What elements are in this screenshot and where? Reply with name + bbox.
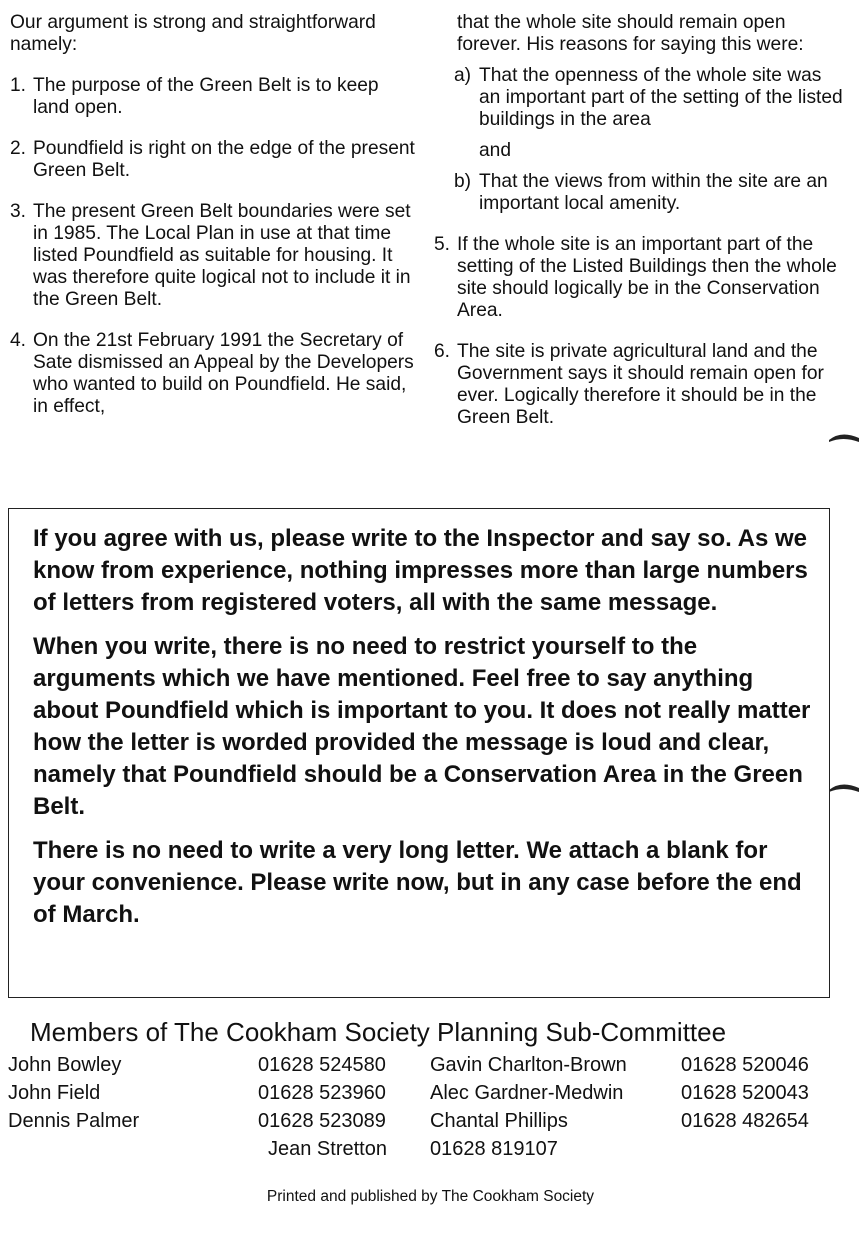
point-2 — [10, 138, 415, 182]
sub-point-letter: b) — [454, 171, 472, 192]
member-phone: 01628 523089 — [258, 1110, 386, 1132]
footer-imprint: Printed and published by The Cookham Society — [266, 1188, 595, 1205]
member-phone: 01628 524580 — [258, 1054, 386, 1076]
right-column — [434, 12, 844, 448]
point-text: Poundfield is right on the edge of the present Green Belt. — [33, 138, 415, 181]
sub-point-letter: a) — [454, 65, 472, 86]
member-name: Chantal Phillips — [430, 1110, 568, 1132]
members-heading: Members of The Cookham Society Planning Sub-Committee — [30, 1017, 727, 1047]
member-phone: 01628 523960 — [258, 1082, 386, 1104]
member-name: John Field — [8, 1082, 101, 1104]
point-text: If the whole site is an important part of the setting of the Listed Buildings then the whole site should logically be in the Conservation Area. — [457, 234, 837, 321]
point-text: On the 21st February 1991 the Secretary of Sate dismissed an Appeal by the Developers who wanted to build on Poundfield. He said, in effect, — [33, 330, 414, 417]
point-number: 4. — [10, 330, 27, 351]
sub-point-text: That the openness of the whole site was an important part of the setting of the listed buildings in the area — [479, 65, 843, 130]
member-name: Dennis Palmer — [8, 1110, 140, 1132]
point-text: The purpose of the Green Belt is to keep land open. — [33, 75, 379, 118]
appeal-paragraph: If you agree with us, please write to the Inspector and say so. As we know from experience, nothing impresses more than large numbers of letters from registered voters, all with the same message. — [33, 525, 808, 616]
member-name: John Bowley — [8, 1054, 122, 1076]
member-phone: 01628 819107 — [430, 1138, 558, 1160]
sub-point-b — [434, 171, 844, 215]
appeal-paragraph: When you write, there is no need to restrict yourself to the arguments which we have mentioned. Feel free to say anything about Poundfield which is important to you. It does not really matter how the letter is worded provided the message is loud and clear, namely that Poundfield should be a Conservation Area in the Green Belt. — [33, 633, 811, 820]
point-text: The present Green Belt boundaries were set in 1985. The Local Plan in use at that time listed Poundfield as suitable for housing. It was therefore quite logical not to include it in the Green Belt. — [33, 201, 411, 310]
point-3 — [10, 201, 415, 311]
intro-text: Our argument is strong and straightforward namely: — [10, 12, 376, 55]
member-phone: 01628 520043 — [681, 1082, 809, 1104]
scan-mark-icon — [827, 430, 861, 444]
scan-mark-icon — [827, 780, 861, 794]
and-text: and — [479, 140, 512, 161]
appeal-paragraph: There is no need to write a very long letter. We attach a blank for your convenience. Please write now, but in any case before the end of March. — [33, 837, 802, 928]
point-number: 3. — [10, 201, 27, 222]
member-phone: 01628 482654 — [681, 1110, 809, 1132]
point-number: 2. — [10, 138, 27, 159]
appeal-box — [8, 508, 830, 998]
point-number: 6. — [434, 341, 451, 362]
appeal-text — [33, 523, 813, 943]
member-name: Gavin Charlton-Brown — [430, 1054, 627, 1076]
member-name: Jean Stretton — [268, 1138, 387, 1160]
left-column — [10, 12, 415, 437]
point-text: The site is private agricultural land and the Government says it should remain open for ever. Logically therefore it should be in the Green Belt. — [457, 341, 824, 428]
point-number: 5. — [434, 234, 451, 255]
point-5 — [434, 234, 844, 322]
sub-point-text: That the views from within the site are an important local amenity. — [479, 171, 828, 214]
member-phone: 01628 520046 — [681, 1054, 809, 1076]
sub-point-a — [434, 65, 844, 131]
point-number: 1. — [10, 75, 27, 96]
point-1 — [10, 75, 415, 119]
member-name: Alec Gardner-Medwin — [430, 1082, 624, 1104]
point-4 — [10, 330, 415, 418]
continuation-text: that the whole site should remain open forever. His reasons for saying this were: — [457, 12, 804, 55]
point-6 — [434, 341, 844, 429]
